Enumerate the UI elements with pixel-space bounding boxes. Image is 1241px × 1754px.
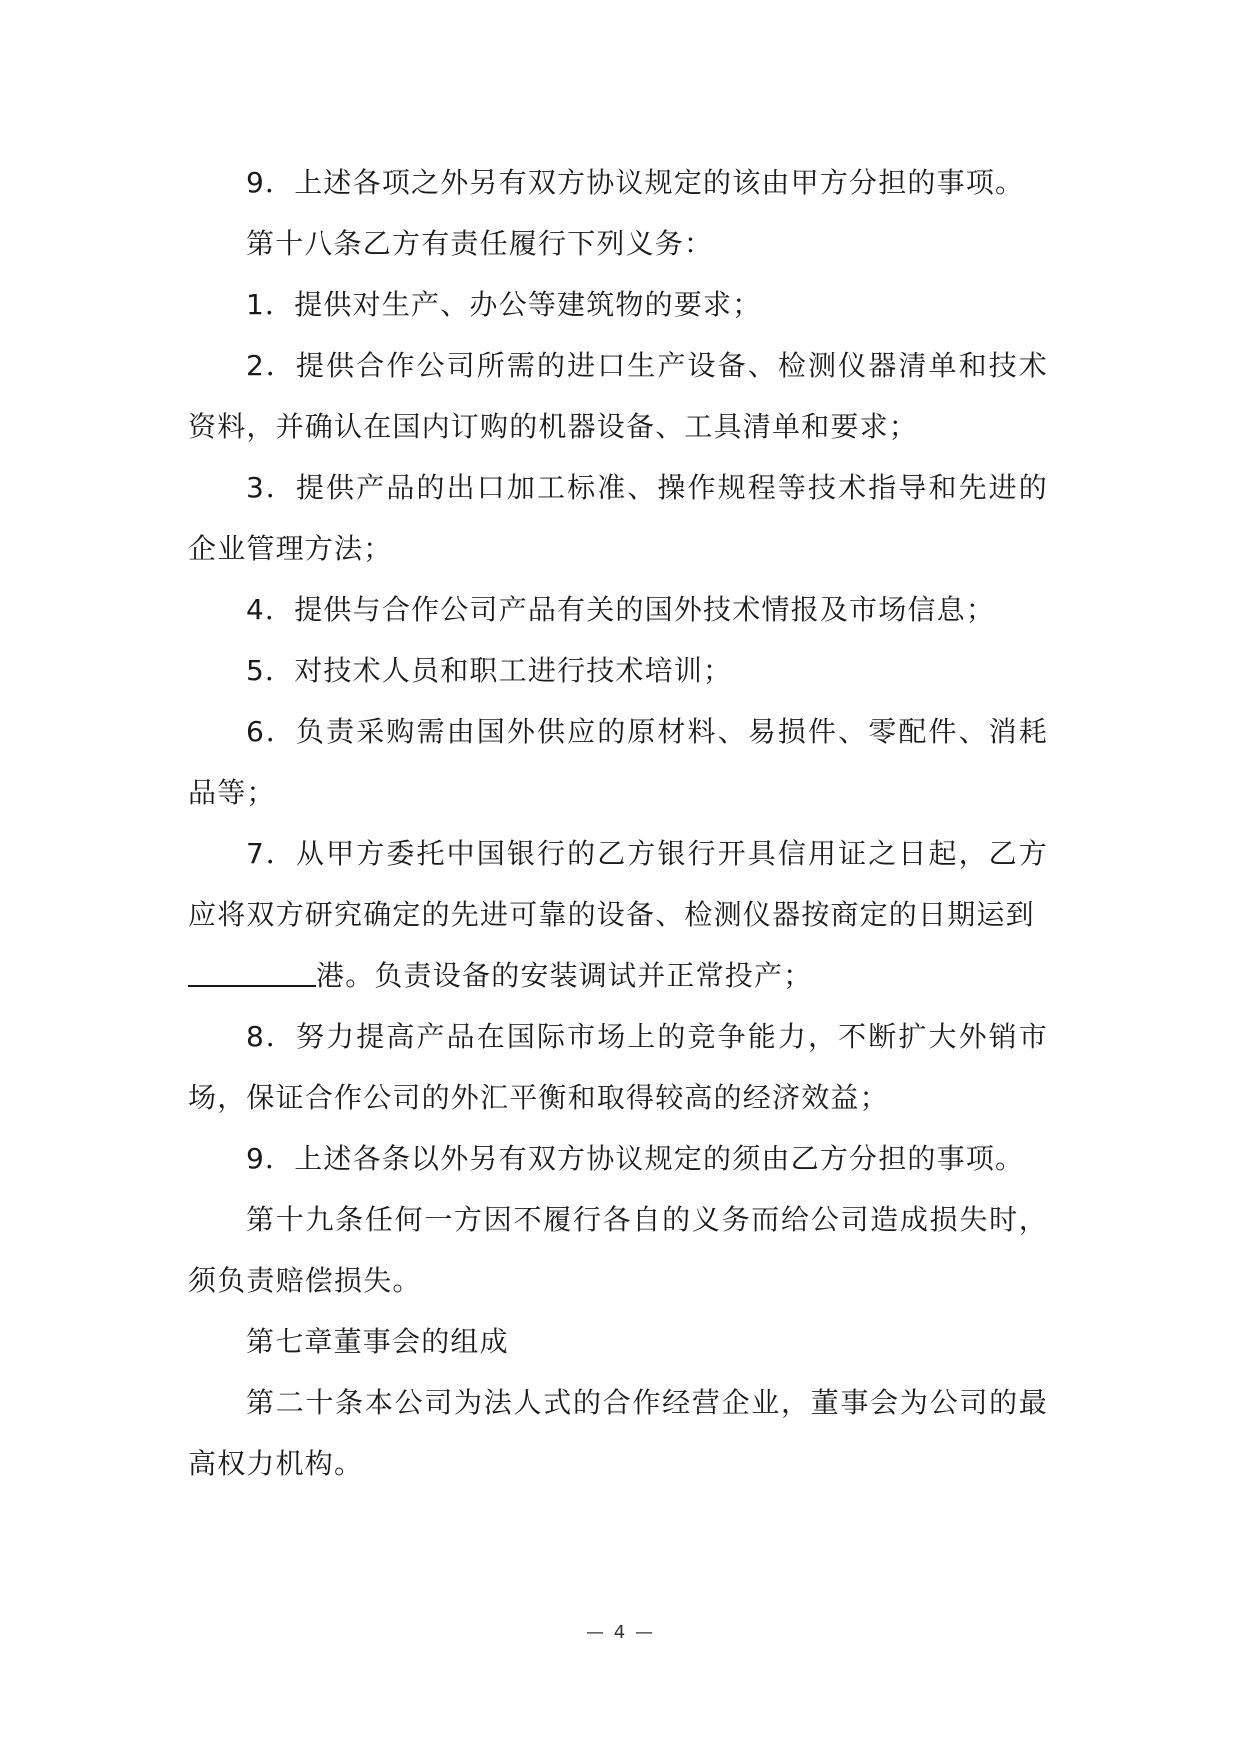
chapter-7-heading: 第七章董事会的组成 (246, 1325, 509, 1358)
paragraph-item-8: 8．努力提高产品在国际市场上的竞争能力，不断扩大外销市场，保证合作公司的外汇平衡和取得较高的经济效益； (188, 1020, 1048, 1114)
paragraph-item-9-party-a: 9．上述各项之外另有双方协议规定的该由甲方分担的事项。 (246, 166, 1025, 199)
paragraph-item-2: 2．提供合作公司所需的进口生产设备、检测仪器清单和技术资料，并确认在国内订购的机器设备、工具清单和要求； (188, 349, 1048, 443)
paragraph-item-7-continuation (188, 945, 1048, 1006)
blank-line-suffix: 港。负责设备的安装调试并正常投产； (316, 959, 813, 992)
paragraph-item-1: 1．提供对生产、办公等建筑物的要求； (246, 288, 762, 321)
article-20: 第二十条本公司为法人式的合作经营企业，董事会为公司的最高权力机构。 (188, 1386, 1048, 1480)
paragraph-item-6: 6．负责采购需由国外供应的原材料、易损件、零配件、消耗品等； (188, 715, 1048, 809)
paragraph-item-5: 5．对技术人员和职工进行技术培训； (246, 654, 733, 687)
article-19: 第十九条任何一方因不履行各自的义务而给公司造成损失时，须负责赔偿损失。 (188, 1203, 1048, 1297)
fill-in-blank (188, 955, 316, 987)
paragraph-item-9-party-b: 9．上述各条以外另有双方协议规定的须由乙方分担的事项。 (246, 1142, 1025, 1175)
paragraph-item-4: 4．提供与合作公司产品有关的国外技术情报及市场信息； (246, 593, 996, 626)
document-body (188, 152, 1048, 1494)
paragraph-item-3: 3．提供产品的出口加工标准、操作规程等技术指导和先进的企业管理方法； (188, 471, 1048, 565)
page-number: — 4 — (586, 1622, 655, 1643)
paragraph-item-7: 7．从甲方委托中国银行的乙方银行开具信用证之日起，乙方应将双方研究确定的先进可靠的设备、检测仪器按商定的日期运到 (188, 837, 1048, 931)
article-18-heading: 第十八条乙方有责任履行下列义务： (246, 227, 714, 260)
